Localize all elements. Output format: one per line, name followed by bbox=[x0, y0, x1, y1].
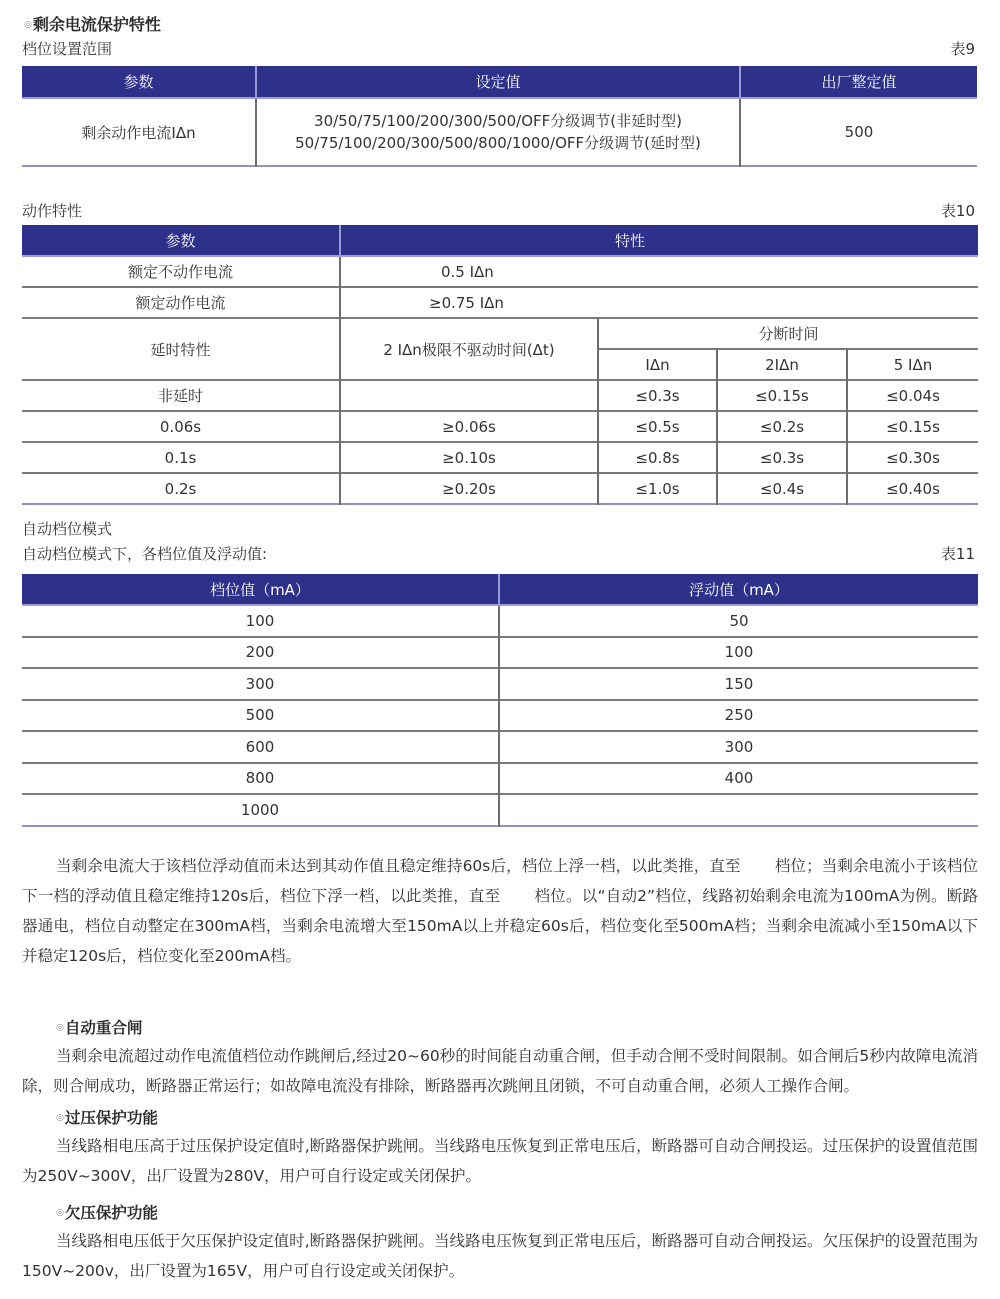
table-row bbox=[22, 442, 978, 473]
paragraph-part-2: 档位；当剩余电流小于该档位下一档的浮动值且稳定维持120s后，档位下浮一档，以此类推，直至 bbox=[22, 857, 978, 905]
cell-limit: ≥0.20s bbox=[340, 473, 598, 504]
cell-t1: ≤0.3s bbox=[598, 380, 717, 411]
table-number-9: 表9 bbox=[950, 40, 975, 58]
cell-float: 400 bbox=[499, 763, 978, 795]
cell-level: 100 bbox=[22, 605, 499, 637]
cell-param: 额定不动作电流 bbox=[22, 256, 340, 287]
table9-header-setting: 设定值 bbox=[256, 66, 740, 98]
section-title-undervoltage bbox=[56, 1201, 158, 1223]
table-number-11: 表11 bbox=[940, 545, 975, 563]
cell-delay-limit: 2 IΔn极限不驱动时间(Δt) bbox=[340, 318, 598, 380]
table-10 bbox=[22, 225, 978, 505]
table9-cell-factory: 500 bbox=[740, 98, 977, 166]
reclose-paragraph: 当剩余电流超过动作电流值档位动作跳闸后,经过20~60秒的时间能自动重合闸，但手动合闸不受时间限制。如合闸后5秒内故障电流消除，则合闸成功，断路器正常运行；如故障电流没有排除，断路器再次跳闸且闭锁，不可自动重合闸，必须人工操作合闸。 bbox=[22, 1047, 978, 1095]
paragraph-part-1: 当剩余电流大于该档位浮动值而未达到其动作值且稳定维持60s后，档位上浮一档，以此类推，直至 bbox=[56, 857, 741, 875]
cell-level: 600 bbox=[22, 731, 499, 763]
table-row bbox=[22, 380, 978, 411]
cell-level: 200 bbox=[22, 637, 499, 669]
cell-param: 额定动作电流 bbox=[22, 287, 340, 318]
bullet-icon: ◎ bbox=[56, 1208, 64, 1218]
cell-sub-5: 5 IΔn bbox=[847, 349, 978, 380]
caption-action: 动作特性 bbox=[22, 202, 83, 220]
cell-t2: ≤0.4s bbox=[717, 473, 847, 504]
cell-t2: ≤0.2s bbox=[717, 411, 847, 442]
cell-t5: ≤0.04s bbox=[847, 380, 978, 411]
table-row bbox=[22, 287, 978, 318]
table9-header-factory: 出厂整定值 bbox=[740, 66, 977, 98]
section-title-text: 欠压保护功能 bbox=[64, 1204, 158, 1222]
cell-t5: ≤0.40s bbox=[847, 473, 978, 504]
cell-type: 0.1s bbox=[22, 442, 340, 473]
setting-line-2: 50/75/100/200/300/500/800/1000/OFF分级调节(延时型) bbox=[295, 134, 701, 152]
table-row bbox=[22, 763, 978, 795]
setting-line-1: 30/50/75/100/200/300/500/OFF分级调节(非延时型) bbox=[314, 112, 682, 130]
table-number-10: 表10 bbox=[940, 202, 975, 220]
caption-auto-desc: 自动档位模式下，各档位值及浮动值: bbox=[22, 545, 268, 563]
table9-header-param: 参数 bbox=[22, 66, 256, 98]
bullet-icon: ◎ bbox=[56, 1023, 64, 1033]
section-title-text: 自动重合闸 bbox=[64, 1019, 143, 1037]
cell-level: 800 bbox=[22, 763, 499, 795]
table11-header-level: 档位值（mA） bbox=[22, 574, 499, 605]
cell-t1: ≤1.0s bbox=[598, 473, 717, 504]
section-title-overvoltage bbox=[56, 1106, 158, 1128]
table-row bbox=[22, 731, 978, 763]
cell-t5: ≤0.30s bbox=[847, 442, 978, 473]
section-title-text: 过压保护功能 bbox=[64, 1109, 158, 1127]
cell-level: 300 bbox=[22, 668, 499, 700]
cell-sub-1: IΔn bbox=[598, 349, 717, 380]
cell-value: 0.5 IΔn bbox=[340, 256, 978, 287]
cell-level: 500 bbox=[22, 700, 499, 732]
table9-cell-param: 剩余动作电流IΔn bbox=[22, 98, 256, 166]
cell-float: 100 bbox=[499, 637, 978, 669]
caption-range: 档位设置范围 bbox=[22, 40, 113, 58]
paragraph-part-3: 档位。以“自动2”档位，线路初始剩余电流为100mA为例。断路器通电，档位自动整定在300mA档，当剩余电流增大至150mA以上并稳定60s后，档位变化至500mA档；当剩余电流减小至150mA以下并稳定120s后，档位变化至200mA档。 bbox=[22, 887, 978, 965]
table-row bbox=[22, 605, 978, 637]
cell-limit bbox=[340, 380, 598, 411]
table10-header-char: 特性 bbox=[340, 225, 978, 256]
table9-cell-setting bbox=[256, 98, 740, 166]
cell-delay-param: 延时特性 bbox=[22, 318, 340, 380]
section-title-reclose bbox=[56, 1016, 142, 1038]
cell-break-time: 分断时间 bbox=[598, 318, 978, 349]
table-row bbox=[22, 794, 978, 826]
cell-float: 50 bbox=[499, 605, 978, 637]
cell-float bbox=[499, 794, 978, 826]
section-title-text: 剩余电流保护特性 bbox=[32, 15, 161, 34]
cell-float: 250 bbox=[499, 700, 978, 732]
table11-header-float: 浮动值（mA） bbox=[499, 574, 978, 605]
cell-level: 1000 bbox=[22, 794, 499, 826]
cell-float: 300 bbox=[499, 731, 978, 763]
cell-t2: ≤0.15s bbox=[717, 380, 847, 411]
table-11 bbox=[22, 574, 978, 827]
table-row bbox=[22, 411, 978, 442]
table-row bbox=[22, 473, 978, 504]
section-title-residual bbox=[24, 12, 161, 35]
auto-mode-paragraph bbox=[22, 851, 978, 971]
overvoltage-paragraph: 当线路相电压高于过压保护设定值时,断路器保护跳闸。当线路电压恢复到正常电压后，断路器可自动合闸投运。过压保护的设置值范围为250V~300V，出厂设置为280V，用户可自行设定或关闭保护。 bbox=[22, 1137, 978, 1185]
bullet-icon: ◎ bbox=[24, 20, 32, 30]
table-row bbox=[22, 256, 978, 287]
cell-limit: ≥0.10s bbox=[340, 442, 598, 473]
undervoltage-paragraph: 当线路相电压低于欠压保护设定值时,断路器保护跳闸。当线路电压恢复到正常电压后，断路器可自动合闸投运。欠压保护的设置范围为150V~200v，出厂设置为165V，用户可自行设定或关闭保护。 bbox=[22, 1232, 978, 1280]
cell-sub-2: 2IΔn bbox=[717, 349, 847, 380]
cell-t5: ≤0.15s bbox=[847, 411, 978, 442]
cell-type: 非延时 bbox=[22, 380, 340, 411]
cell-t1: ≤0.8s bbox=[598, 442, 717, 473]
cell-t1: ≤0.5s bbox=[598, 411, 717, 442]
cell-type: 0.2s bbox=[22, 473, 340, 504]
cell-limit: ≥0.06s bbox=[340, 411, 598, 442]
table-row bbox=[22, 668, 978, 700]
caption-auto-mode: 自动档位模式 bbox=[22, 520, 113, 538]
cell-t2: ≤0.3s bbox=[717, 442, 847, 473]
bullet-icon: ◎ bbox=[56, 1113, 64, 1123]
table-row bbox=[22, 98, 977, 166]
table-row bbox=[22, 637, 978, 669]
table-9 bbox=[22, 66, 977, 167]
table-row bbox=[22, 700, 978, 732]
cell-type: 0.06s bbox=[22, 411, 340, 442]
cell-float: 150 bbox=[499, 668, 978, 700]
cell-value: ≥0.75 IΔn bbox=[340, 287, 978, 318]
table10-header-param: 参数 bbox=[22, 225, 340, 256]
